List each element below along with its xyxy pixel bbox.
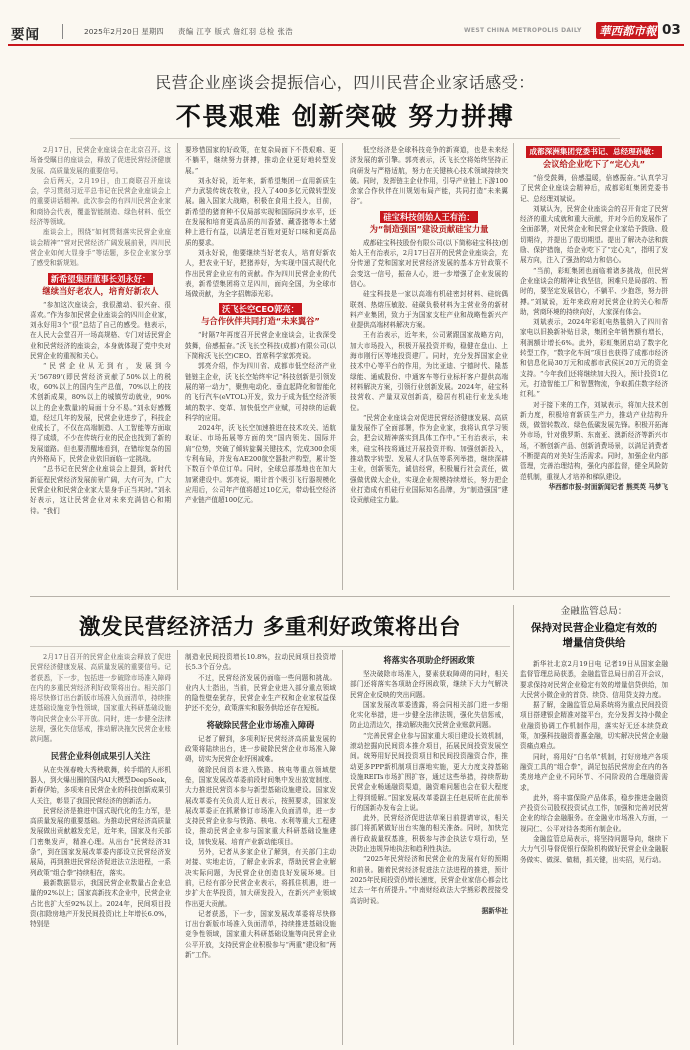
article-separator	[30, 596, 670, 597]
paragraph: 此外，民营经济促进法草案日前提请审议，相关部门将抓紧做好出台实施的相关准备。同时，加快完善行政裁量权基准，积极参与涉企执法专项行动，坚决防止违规异地执法和趋利性执法。	[350, 814, 508, 854]
subhead-liu-yonghao	[30, 273, 171, 297]
paragraph: 民营经济是推进中国式现代化的生力军，是高质量发展的重要基础。为推动民营经济高质量发展做出贡献越发充足，近年来，国家及有关部门密集发声，精准心理。从出台“民营经济31条”，到在国家发展改革委内部设立民营经济发展局，再到推进民营经济促进法立法进程，一系列政策“组合拳”持续相在，落实。	[30, 806, 171, 877]
editors-line: 责编 江亨 版式 詹红羽 总检 张浩	[178, 27, 294, 36]
article2-column-4	[520, 605, 668, 1045]
column-divider	[177, 650, 178, 1045]
headline-kicker: 民营企业座谈会提振信心，四川民营企业家话感受：	[155, 73, 535, 92]
headline-rule	[70, 138, 620, 139]
paragraph: 王有治表示，近年来，公司紧跟国家战略方向，加大市场投入，积极开展投资并购，稳健在盘山、上海市刚行区等地投资建厂。同时，充分发挥国家企业技术中心等平台的作用，为比亚迪、宁德时代、隆基绿能、通威股份、中通客车等行业标杆客户提供高端材料解决方案，引领行业创新发展。2024年，硅宝科技营收、产量双双创新高，稳居有机硅行业龙头地位。	[350, 331, 508, 412]
subhead-guo-liang	[185, 303, 336, 327]
article1-intro: 2月17日，民营企业座谈会在北京召开。这场备受瞩目的座谈会，释放了促进民营经济健康发展、高质量发展的重要信号。	[30, 146, 171, 175]
paragraph: “参加这次座谈会，我很激动、很兴奋、很喜欢。”作为参加民营企业座谈会的四川企业家，刘永好用3个“很”总结了自己的感受。他表示，在人民大会堂召开一场高规格、专门对话民营企业和民营经济的座谈会，本身就体现了党中央对民营企业的重视和关心。	[30, 300, 171, 361]
paragraph: 硅宝科技是一家以高端有机硅密封材料、硅烷偶联剂、热熔压敏胶、硅碳负极材料为主营业务的新材料产业集团，致力于为国家支柱产业和战略性新兴产业提供高端材料解决方案。	[350, 290, 508, 330]
byline: 华西都市报-封面新闻记者 熊英英 马梦飞	[548, 482, 668, 491]
subhead-liu-bin	[520, 145, 668, 170]
subhead-wang-youzhi	[350, 211, 508, 235]
column-divider	[342, 650, 343, 1045]
paragraph: 另外，记者从多家企业了解到，有关部门主动对接、实地走访，了解企业诉求，帮助民营企业解决实际问题，为民营企业创造良好发展环境。目前，已经有部分民营企业表示，将抓住机遇，进一步扩大在华投资，加大研发投入，在新兴产业领域作出更大贡献。	[185, 848, 336, 908]
byline: 据新华社	[481, 906, 508, 915]
paragraph: 此外，将丰富保险产品体系，稳步推进金融资产投资公司股权投资试点工作，加强和完善对民营企业的综合金融服务。在金融业市场准入方面，一视同仁、公平对待各类所有制企业。	[520, 793, 668, 833]
paragraph: 成都硅宝科技股份有限公司(以下简称硅宝科技)创始人王有治表示，2月17日召开的民营企业座谈会，充分传递了党和国家对民营经济发展的基本方针政策不会变这一信号，振奋人心，进一步增强了企业发展的信心。	[350, 238, 508, 288]
subhead-text: 为“制造强国”建设贡献硅宝力量	[369, 223, 489, 234]
paragraph: “2025年民营经济和民营企业的发展有好的预期和前景。随着民营经济促进法立法进程的推进，预计2025年民间投资仍增长速度，民营企业家信心都会比过去一年有所提升。”中南财经政法大学熊彩教授接受高访时说。	[350, 855, 508, 905]
paragraph: “倍受鼓舞，倍感温暖，倍感振奋。”认真学习了民营企业座谈会精神后，成都彩虹集团党委书记、总经理刘斌说。	[520, 174, 668, 203]
paragraph: 新华社北京2月19日电 记者19日从国家金融监督管理总局获悉，金融监管总局日前召开会议，要求保持对民营企业稳定有效的增量信贷供给，加大民营小微企业的首贷、续贷、信用贷支持力度。	[520, 660, 668, 699]
paragraph: 记者获悉，下一步，国家发展改革委将尽快修订出台新版市场准入负面清单，持续推进基础设施竞争性领域，国家重大科研基础设施等向民营企业公平开放，支持民营企业积极参与“两重”建设和“两新”工作。	[185, 909, 336, 960]
paragraph: 对于接下来的工作，刘斌表示，将加大技术创新力度，积极培育新质生产力，推动产业结构升级，做智转数改、绿色低碳发展先锋。积极开拓海外市场，针对俄罗斯、东南亚、澳新经济等新兴市场，不断创新产品、创新消费场景，以满足消费者不断提高的对美好生活需求。同时，加强企业内部管理，完善治理结构，强化内部监督，健全风险防范机制，重视人才培养和梯队建设。	[520, 400, 668, 481]
paragraph: “民营企业从无到有，发展到今天‘56789’(即民营经济贡献了50%以上的税收，60%以上的国内生产总值，70%以上的技术创新成果，80%以上的城镇劳动就业，90%以上的企业数量)的局面十分不易。”刘永好感慨道，经过几年的发展，民营企业进步了，科技企业成长了，不仅在高端制造、人工智能等方面取得了成绩，不少在传统行业的民企也找到了新的发展道路。但也要清醒地看到，在错综复杂的国内外格局下，民营企业依旧面临一定挑战。	[30, 362, 171, 464]
paragraph: 制造业民间投资增长10.8%，拉动民间项目投资增长5.3个百分点。	[185, 653, 336, 672]
subhead: 将破除民营企业市场准入障碍	[206, 719, 315, 730]
subhead-tag: 硅宝科技创始人王有治：	[380, 211, 477, 223]
masthead	[8, 21, 684, 43]
article2-headline: 激发民营经济活力 多重利好政策将出台	[79, 615, 461, 640]
paragraph: 同时，将用好“白名单”机制，打好房地产各项融资工具的“组合拳”，满足包括民营房企在内的各类房地产企业不同环节、不同阶段的合理融资需求。	[520, 752, 668, 792]
column-divider	[513, 605, 514, 1045]
headline-main: 不畏艰难 创新突破 努力拼搏	[175, 102, 515, 131]
paragraph: 破除民间资本进入铁路、核电等重点领域壁垒，国家发展改革委前段时间集中发出放宽制度、大力推进民营资本参与新型基础设施建设。国家发展改革委有关负责人近日表示，按照要求，国家发展改革委正在抓紧修订市场准入负面清单，进一步支持民营企业参与铁路、核电、水利等重大工程建设，推动民营企业参与国家重大科研基础设施建设，加快发展、培育产业新动能项目。	[185, 765, 336, 846]
subhead-tag: 成都深洲集团党委书记、总经理孙敏：	[526, 146, 661, 158]
sidebar-title-small: 金融监管总局：	[560, 606, 628, 617]
paragraph: 从在央视春晚大秀秧歌舞，转手绢的人形机器人，到火爆出圈的国内AI大模型DeepSeek，新春伊始，多项来自民营企业的科技创新成果引人关注，彰显了我国民营经济的创新活力。	[30, 765, 171, 805]
section-divider	[62, 24, 63, 39]
paper-logo	[596, 22, 658, 39]
paper-logo-text: 華西都市報	[599, 24, 657, 38]
article2-column-1	[30, 652, 171, 1044]
article2-column-3	[350, 652, 508, 1044]
paragraph: 低空经济是全球科技竞争的新赛道，也是未来经济发展的新引擎。郭亮表示，沃飞长空将始终坚持正向研发与严格适航，努力在关键核心技术领域持续突破。同时，发挥链主企业作用，引导产业链上下游100余家合作伙伴在川规划布局产能，共同打造“未来翼谷”。	[350, 146, 508, 206]
paragraph: 刘永好说，近年来，新希望集团一直用新质生产力武装传统农牧业，投入了400多亿元做转型发展。融入国家大战略，积极在食用土投入，目前，新希望的猪育种不仅局部实现和国际同步水平，还在发展和培育更高品质的川香猪、藏香猪等本土猪种上进行有益，以满足老百姓对更好口味和更高品质的要求。	[185, 176, 336, 247]
article2-intro: 2月17日召开的民营企业座谈会释放了促进民营经济健康发展、高质量发展的重要信号。记者获悉，下一步，包括进一步破除市场准入障碍在内的多重民营经济利好政策将出台。相关部门将尽快修订出台新版市场准入负面清单，持续推进基础设施竞争性领域，国家重大科研基础设施等向民营企业公平开放。同时，进一步健全法律法规，强化失信惩戒，推动解决拖欠民营企业账款问题。	[30, 653, 171, 744]
paragraph: “时隔7年再度召开民营企业座谈会，让我深受鼓舞，倍感振奋。”沃飞长空科技(成都)有限公司(以下简称沃飞长空)CEO、首席科学家郭亮说。	[185, 331, 336, 361]
subhead-tag: 新希望集团董事长刘永好：	[48, 273, 154, 285]
paragraph: 刘永好说，他要继续当好老农人，培育好新农人，把农业干好，把猪养好，为实现中国式现代化作出民营企业应有的贡献。作为四川民营企业的代表，新希望集团将立足四川，面向全国，为全球市场做贡献，为全字招牌添光彩。	[185, 248, 336, 299]
subhead-tag: 沃飞长空CEO郭亮：	[219, 303, 302, 315]
column-divider	[513, 143, 514, 590]
paragraph: 金融监管总局表示，将坚持问题导向，继续下大力气引导督促银行保险机构做好民营企业金融服务做实、做深、做精，抓关键，出实招，见行动。	[520, 835, 668, 864]
subhead-text: 会议给企业吃下了“定心丸”	[542, 159, 646, 169]
paragraph: 刘斌表示，2024年彩虹电热毯纳入了四川省家电以旧换新补贴目录，集团全年销售额有增长，利润额计增长6%。此外，彩虹集团启动了数字化转型工作，“数字化车间”项目也获得了成都市经济和信息化局30万元和成都市武侯区20万元的资金支持。“今年我们还将继续加大投入，预计投资1亿元，打造智能工厂和智慧物流，争取抓住数字经济红利。”	[520, 318, 668, 399]
paragraph: 国家发展改革委透露，将会同相关部门进一步细化实化举措，进一步健全法律法规，强化失信惩戒，防止边清边欠，推动解决拖欠民营企业账款问题。	[350, 700, 508, 730]
article1-column-3	[350, 145, 508, 585]
date-line: 2025年2月20日 星期四	[84, 27, 164, 36]
paragraph: “总书记在民营企业座谈会上提到，新时代新征程民营经济发展前景广阔，大有可为，广大民营企业和民营企业家大显身手正当其时。”刘永好表示，这让民营企业对未来充满信心和期待。“我们	[30, 465, 171, 515]
column-divider	[342, 143, 343, 590]
subhead-text: 与合作伙伴共同打造“未来翼谷”	[201, 316, 320, 327]
paragraph: 不过，民营经济发展仍面临一些问题和挑战。业内人士指出，当前，民营企业进入部分重点领域的隐性壁垒犹存，民营企业生产权和企业家权益保护还不充分，政策落实和服务供给还存在短板。	[185, 673, 336, 713]
masthead-rule	[8, 44, 684, 46]
paragraph: 坚决破除市场准入，要素获取障碍的同时，相关部门还将落实各项助企纾困政策，继续下大力气解决民营企业反映的突出问题。	[350, 670, 508, 699]
paragraph: 最新数据显示，我国民营企业数量占企业总量的92%以上；国家高新技术企业中，民营企业占比也扩大至92%以上。2024年，民间项目投资(扣除房地产开发民间投资)比上年增长6.0%，特别是	[30, 878, 171, 929]
section-label: 要闻	[11, 27, 40, 43]
paragraph: “完善民营企业参与国家重大项目建设长效机制，滚动挖掘向民间资本推介项目，拓展民间投资发展空间。统筹用好民间投资项目和民间投资融资合作，推动更多PPP新机制项目落地实施，更大力度支持基础设施REITs市场扩围扩容，通过这些举措，持续帮助民营企业畅通融资渠道，融资难问题也会在很大程度上得到缓解。”国家发展改革委副主任赵辰昕在此前举行的国新办发布会上说。	[350, 731, 508, 812]
headline-rule	[30, 646, 510, 647]
article1-column-4	[520, 145, 668, 585]
article2-column-2	[185, 652, 336, 1044]
column-divider	[177, 143, 178, 590]
paragraph: 会后两天，2月19日，由工商联召开座谈会，学习贯彻习近平总书记在民营企业座谈会上的重要讲话精神。此次参会的有四川民营企业家和商协会代表，覆盖智能制造、绿色材料、低空经济等领域。	[30, 176, 171, 227]
paragraph: “当前，彩虹集团也面临着诸多挑战，但民营企业座谈会的精神让我坚信，困难只是局部的、暂时的，要坚定发展信心，不躺平、少抱怨，努力拼搏。”刘斌说，近年来政府对民营企业的关心和帮助，营商环境的持续向好，大家深有体会。	[520, 266, 668, 316]
article1-column-2	[185, 145, 336, 585]
sidebar-title-main: 保持对民营企业稳定有效的增量信贷供给	[531, 622, 657, 649]
subhead-text: 继续当好老农人，培育好新农人	[42, 285, 159, 296]
article1-column-1	[30, 145, 171, 585]
paragraph: 要珍惜国家的好政策，在复杂局面下不畏艰难、更不躺平，继续努力拼搏，推动企业更好地转型发展。”	[185, 146, 336, 175]
paragraph: 刘斌认为，民营企业座谈会的召开肯定了民营经济的重大成就和重大贡献，并对今后的发展作了全面部署，对民营企业和民营企业家给予鼓励、殷切期待，并提出了殷切期望。提出了解决办法和鼓励、保护措施，给企业吃下了“定心丸”，指明了发展方向，注入了强劲的动力和信心。	[520, 204, 668, 265]
page-number: 03	[662, 22, 681, 38]
paragraph: 郭亮介绍，作为四川省、成都市低空经济产业链链主企业，沃飞长空始终牢记“科技创新是引领发展的第一动力”，聚焦电动化、垂直起降化和智能化的飞行汽车(eVTOL)开发，致力于成为低空经济领域的数字、变革、加快低空产业赋，可持续的运载科学的应用。	[185, 362, 336, 422]
paragraph: 记者了解到，多项利好民营经济高质量发展的政策将陆续出台，进一步破除民营企业市场准入障碍，切实为民营企业纾困减难。	[185, 734, 336, 764]
paragraph: 2024年，沃飞长空加速推进在技术攻关、适航取证、市场拓展等方面的突“国内领先、国际并肩”位势，突破了倾转旋翼关键技术，完成300余项专利布局，并发布AE200航空器批产构型，累计签下数百个单位订单。同时，全球总部基地也在加大加紧建设中。郭亮说，期计首个吸引飞行器规模化应用后，公司年产值将超过10亿元，带动低空经济产业链产值超100亿元。	[185, 424, 336, 505]
subhead: 将落实各项助企纾困政策	[383, 655, 475, 665]
paragraph: 座谈会上，围绕“如何贯彻落实民营企业座谈会精神”“营对民营经济广阔发展前景，四川民营企业如何大显身手”等话题，多位企业家分享了感受和新规划。	[30, 228, 171, 268]
paragraph: 据了解，金融监管总局系统将为重点民间投资项目搭建银企精准对接平台，充分发挥支持小微企业融资协调工作机制作用，落实好无还本续贷政策，加强科技融资普惠金融，切实解决民营企业融资痛点难点。	[520, 701, 668, 751]
paragraph: “民营企业座谈会对促进民营经济健康发展、高质量发展作了全面部署，作为企业家，我将认真学习领会，把会议精神落实到具体工作中。”王有治表示，未来，硅宝科技将通过开展投资并购、加强创新投入，推动数字转型、发展人才队伍等系列举措，继续深耕主业，创新领先，诚信经营，积极履行社会责任，做强做优做大企业，实现企业规模持续增长，努力把企业打造成有机硅行业国际知名品牌，为“制造强国”建设贡献硅宝力量。	[350, 413, 508, 505]
english-paper-name: WEST CHINA METROPOLIS DAILY	[464, 27, 582, 34]
subhead: 民营企业科创成果引人关注	[50, 750, 151, 761]
